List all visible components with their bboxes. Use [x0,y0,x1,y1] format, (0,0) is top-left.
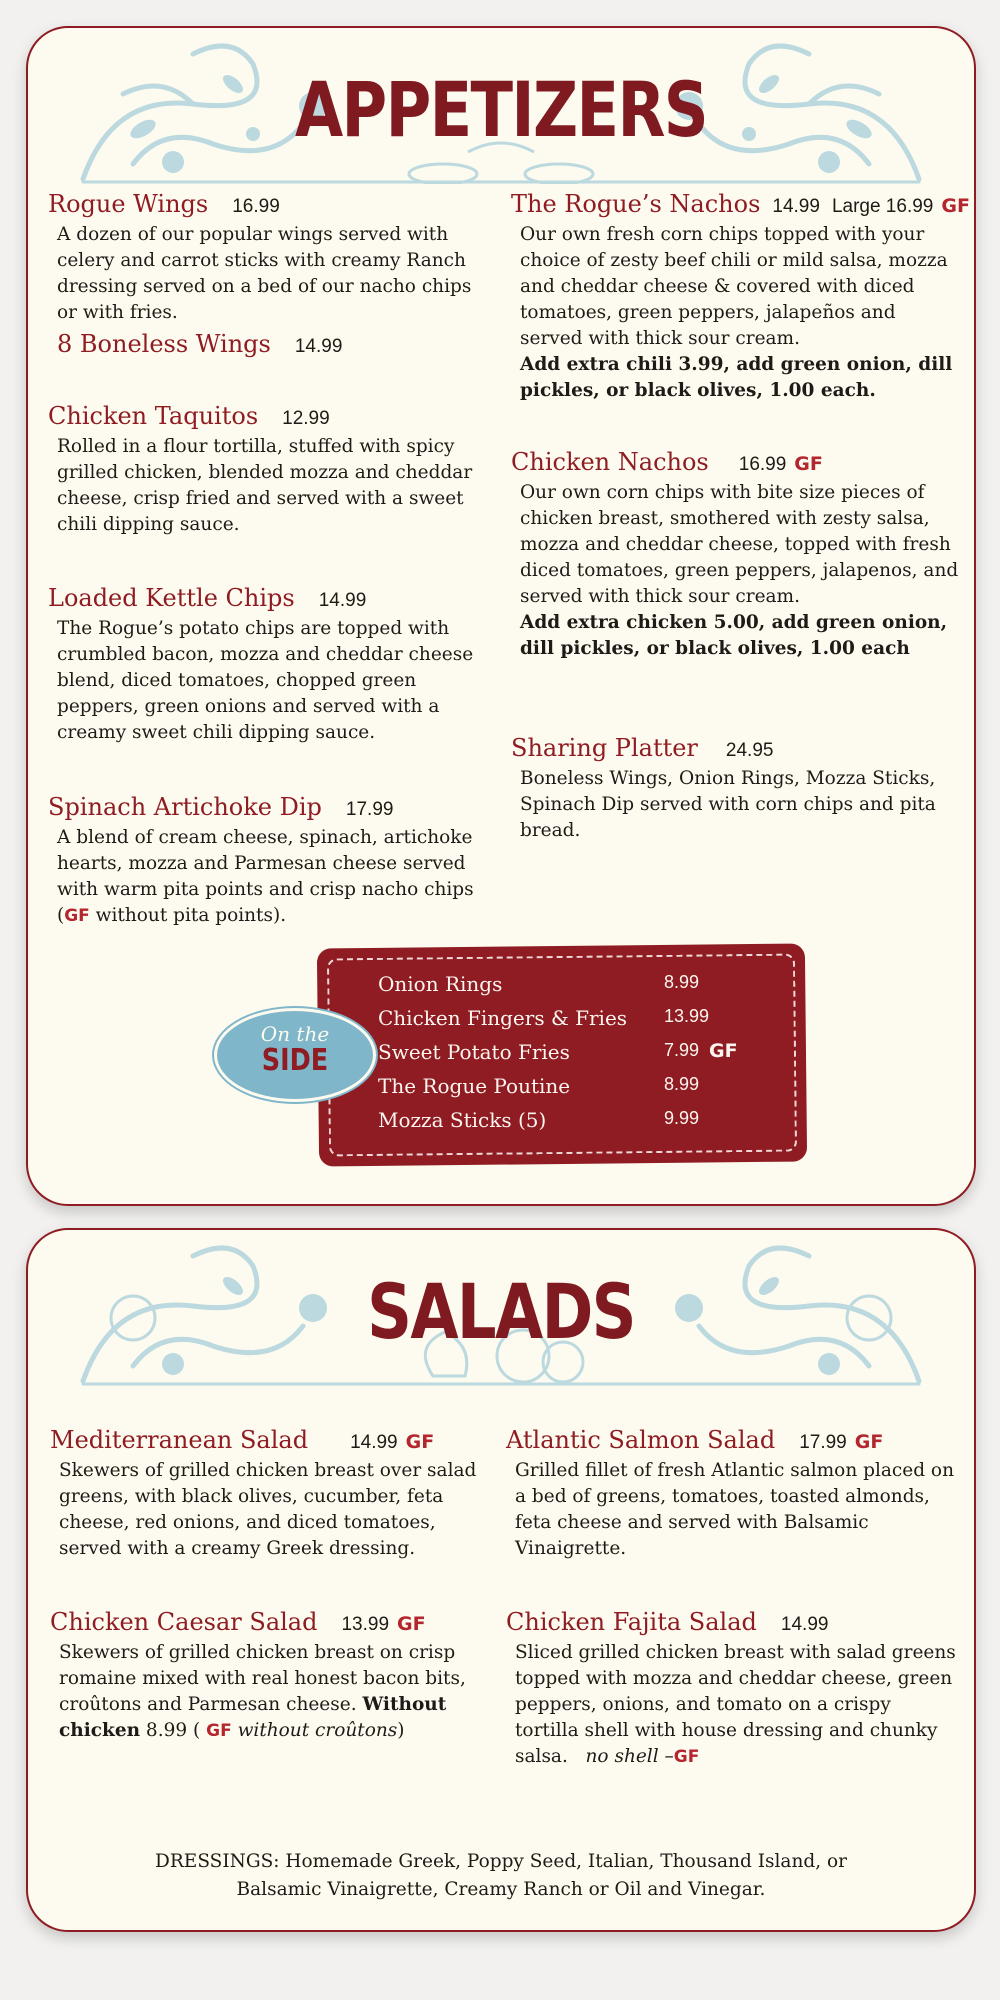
on-the-side-badge: On the SIDE [214,1008,376,1102]
item-price: 13.99 [341,1614,390,1635]
gf-badge: GF [794,453,823,475]
menu-item-rogues-nachos [511,190,970,404]
item-name: Chicken Caesar Salad [50,1608,318,1636]
item-price: 16.99 [738,454,787,475]
item-price: 14.99 [294,336,343,357]
item-description: A blend of cream cheese, spinach, artichoke hearts, mozza and Parmesan cheese served with warm pita points and crisp nacho chips (GF without pita points). [57,827,474,926]
side-item [378,1074,699,1098]
item-name: Loaded Kettle Chips [48,584,295,612]
item-price: 17.99 [799,1432,847,1453]
item-price: 24.95 [725,740,774,761]
menu-item-atlantic-salmon-salad [506,1426,956,1562]
item-price: 14.99 [318,590,367,611]
menu-item-mediterranean-salad [50,1426,490,1562]
dressings-note: DRESSINGS: Homemade Greek, Poppy Seed, Italian, Thousand Island, or Balsamic Vinaigrette, Creamy Ranch or Oil and Vinegar. [155,1851,847,1900]
item-name: Chicken Taquitos [48,402,259,430]
item-name: Atlantic Salmon Salad [506,1426,776,1454]
item-price: 14.99 [780,1614,829,1635]
item-description: A dozen of our popular wings served with celery and carrot sticks with creamy Ranch dressing served on a bed of our nacho chips or with fries. [57,224,472,323]
item-name: Rogue Wings [48,190,209,218]
gf-badge: GF [64,906,90,926]
gf-badge: GF [673,1747,700,1767]
item-large-price: Large 16.99 [831,196,934,217]
side-item-price: 8.99 [664,972,700,992]
item-description: Sliced grilled chicken breast with salad greens topped with mozza and cheddar cheese, green peppers, onions, and tomato on a crispy tortilla shell with house dressing and chunky salsa. no shell –GF [515,1642,956,1767]
item-name: Chicken Fajita Salad [506,1608,757,1636]
gf-badge: GF [206,1721,232,1741]
item-name: Chicken Nachos [511,448,709,476]
item-extras: Add extra chili 3.99, add green onion, dill pickles, or black olives, 1.00 each. [520,354,953,401]
menu-item-rogue-wings [48,190,488,358]
salads-panel [26,1228,976,1932]
menu-item-spinach-artichoke-dip [48,793,488,929]
item-price: 16.99 [232,196,280,217]
gf-badge: GF [709,1040,738,1062]
item-name: 8 Boneless Wings [57,330,271,358]
item-price: 14.99 [350,1432,398,1453]
gf-badge: GF [405,1431,435,1453]
menu-item-sharing-platter [511,734,961,844]
item-price: 17.99 [345,799,394,820]
side-item-price: 8.99 [664,1074,700,1094]
side-item-name: Onion Rings [378,972,503,996]
appetizers-title: APPETIZERS [294,65,708,154]
item-description: Boneless Wings, Onion Rings, Mozza Sticks, Spinach Dip served with corn chips and pita bread. [520,768,936,841]
side-item-price: 9.99 [664,1108,700,1128]
side-item [378,1108,699,1132]
salads-title: SALADS [367,1267,635,1356]
item-name: Mediterranean Salad [50,1426,309,1454]
gf-badge: GF [397,1613,426,1635]
item-description: Skewers of grilled chicken breast over salad greens, with black olives, cucumber, feta cheese, red onions, and diced tomatoes, served with a creamy Greek dressing. [59,1460,477,1559]
side-item [378,972,699,996]
side-item [378,1040,738,1064]
side-item-name: Chicken Fingers & Fries [378,1006,628,1030]
side-item [378,1006,709,1030]
gf-badge: GF [941,195,970,217]
menu-item-chicken-fajita-salad [506,1608,956,1770]
item-description: The Rogue’s potato chips are topped with crumbled bacon, mozza and cheddar cheese blend, diced tomatoes, chopped green peppers, green onions and served with a creamy sweet chili dipping sauce. [57,618,474,743]
item-extras: Add extra chicken 5.00, add green onion, dill pickles, or black olives, 1.00 each [520,612,948,659]
item-price: 12.99 [282,408,330,429]
menu-item-chicken-taquitos [48,402,488,538]
item-description: Our own corn chips with bite size pieces of chicken breast, smothered with zesty salsa, mozza and cheddar cheese, topped with fresh diced tomatoes, green peppers, jalapenos, and served with thick sour cream. [520,482,959,607]
side-item-name: The Rogue Poutine [378,1074,571,1098]
item-name: Spinach Artichoke Dip [48,793,322,821]
menu-item-chicken-nachos [511,448,961,662]
appetizers-panel [26,26,976,1206]
item-price: 14.99 [772,196,820,217]
item-description: Rolled in a flour tortilla, stuffed with spicy grilled chicken, blended mozza and cheddar cheese, crisp fried and served with a sweet chili dipping sauce. [57,436,473,535]
item-description: Skewers of grilled chicken breast on crisp romaine mixed with real honest bacon bits, croûtons and Parmesan cheese. Without chicken 8.99 ( GF without croûtons) [59,1642,466,1741]
menu-item-loaded-kettle-chips [48,584,488,746]
side-item-name: Mozza Sticks (5) [378,1108,547,1132]
side-item-price: 7.99 [664,1040,700,1060]
side-item-price: 13.99 [664,1006,710,1026]
item-description: Our own fresh corn chips topped with your choice of zesty beef chili or mild salsa, mozza and cheddar cheese & covered with diced tomatoes, green peppers, jalapeños and served with thick sour cream. [520,224,948,349]
item-name: Sharing Platter [511,734,698,762]
side-item-name: Sweet Potato Fries [378,1040,570,1064]
item-description: Grilled fillet of fresh Atlantic salmon placed on a bed of greens, tomatoes, toasted almonds, feta cheese and served with Balsamic Vinaigrette. [515,1460,954,1559]
item-name: The Rogue’s Nachos [511,190,761,218]
menu-item-chicken-caesar-salad [50,1608,490,1744]
gf-badge: GF [854,1431,884,1453]
